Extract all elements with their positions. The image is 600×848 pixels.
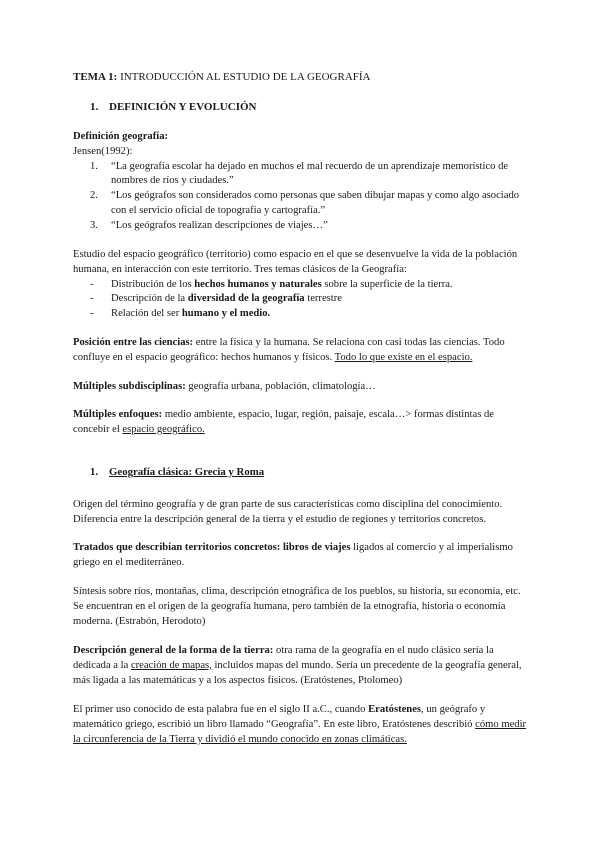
section-number: 1.: [90, 466, 99, 478]
section-heading-2: [90, 466, 264, 478]
section-heading-text: Geografía clásica: Grecia y Roma: [109, 466, 265, 478]
list-item: 1. “La geografía escolar ha dejado en muchos el mal recuerdo de un aprendizaje memorístico de nombres de ríos y ciudades.”: [90, 160, 509, 187]
approaches-paragraph: Múltiples enfoques: medio ambiente, espacio, lugar, región, paisaje, escala…> formas distintas de concebir el espacio geográfico.: [73, 409, 494, 435]
definition-block: [73, 130, 528, 234]
list-item: - Descripción de la diversidad de la geografía terrestre: [90, 293, 342, 305]
list-item: 3. “Los geógrafos realizan descripciones de viajes…”: [90, 219, 328, 231]
subdisciplines-paragraph: Múltiples subdisciplinas: geografía urbana, población, climatología…: [73, 381, 376, 392]
section-heading-1: [90, 101, 256, 113]
quotes-list: [73, 160, 528, 234]
treatises-paragraph: Tratados que describían territorios concretos: libros de viajes ligados al comercio y al imperialismo griego en el mediterráneo.: [73, 542, 513, 568]
general-paragraph: Descripción general de la forma de la tierra: otra rama de la geografía en el nudo clásico sería la dedicada a la creación de mapas, incluidos mapas del mundo. Sería un precedente de la geografía general, más ligada a las matemáticas y a los aspectos físicos. (Eratóstenes, Ptolomeo): [73, 645, 522, 686]
origin-paragraph: Origen del término geografía y de gran parte de sus características como disciplina del conocimiento. Diferencia entre la descripción general de la tierra y el estudio de regiones y territorios concretos.: [73, 499, 503, 525]
page-title: [73, 71, 371, 83]
study-intro: Estudio del espacio geográfico (territorio) como espacio en el que se desenvuelve la vida de la población humana, en interacción con este territorio. Tres temas clásicos de la Geografía:: [73, 249, 518, 275]
list-item: - Relación del ser humano y el medio.: [90, 308, 271, 320]
eratosthenes-paragraph: El primer uso conocido de esta palabra fue en el siglo II a.C., cuando Eratóstenes, un geógrafo y matemático griego, escribió un libro llamado “Geografía”. En este libro, Eratóstenes describió cómo medir la circunferencia de la Tierra y dividió el mundo conocido en zonas climáticas.: [73, 704, 527, 745]
themes-list: [73, 278, 528, 322]
list-item: - Distribución de los hechos humanos y naturales sobre la superficie de la tierra.: [90, 278, 453, 290]
title-label: TEMA 1:: [73, 71, 118, 83]
section-heading-text: DEFINICIÓN Y EVOLUCIÓN: [109, 101, 257, 113]
section-number: 1.: [90, 101, 99, 113]
title-text: INTRODUCCIÓN AL ESTUDIO DE LA GEOGRAFÍA: [117, 71, 371, 83]
definition-source: Jensen(1992):: [73, 145, 133, 157]
study-block: [73, 248, 528, 322]
definition-heading: Definición geografía:: [73, 131, 169, 142]
position-paragraph: Posición entre las ciencias: entre la física y la humana. Se relaciona con casi todas las ciencias. Todo confluye en el espacio geográfico: hechos humanos y físicos. Todo lo que existe en el espacio.: [73, 337, 505, 363]
list-item: 2. “Los geógrafos son considerados como personas que saben dibujar mapas y como algo asociado con el servicio oficial de topografía y cartografía.”: [90, 190, 520, 216]
synthesis-paragraph: Síntesis sobre ríos, montañas, clima, descripción etnográfica de los pueblos, su historia, su economía, etc. Se encuentran en el origen de la geografía humana, pero también de la etnografía, historia o economía moderna. (Estrabón, Herodoto): [73, 586, 521, 627]
